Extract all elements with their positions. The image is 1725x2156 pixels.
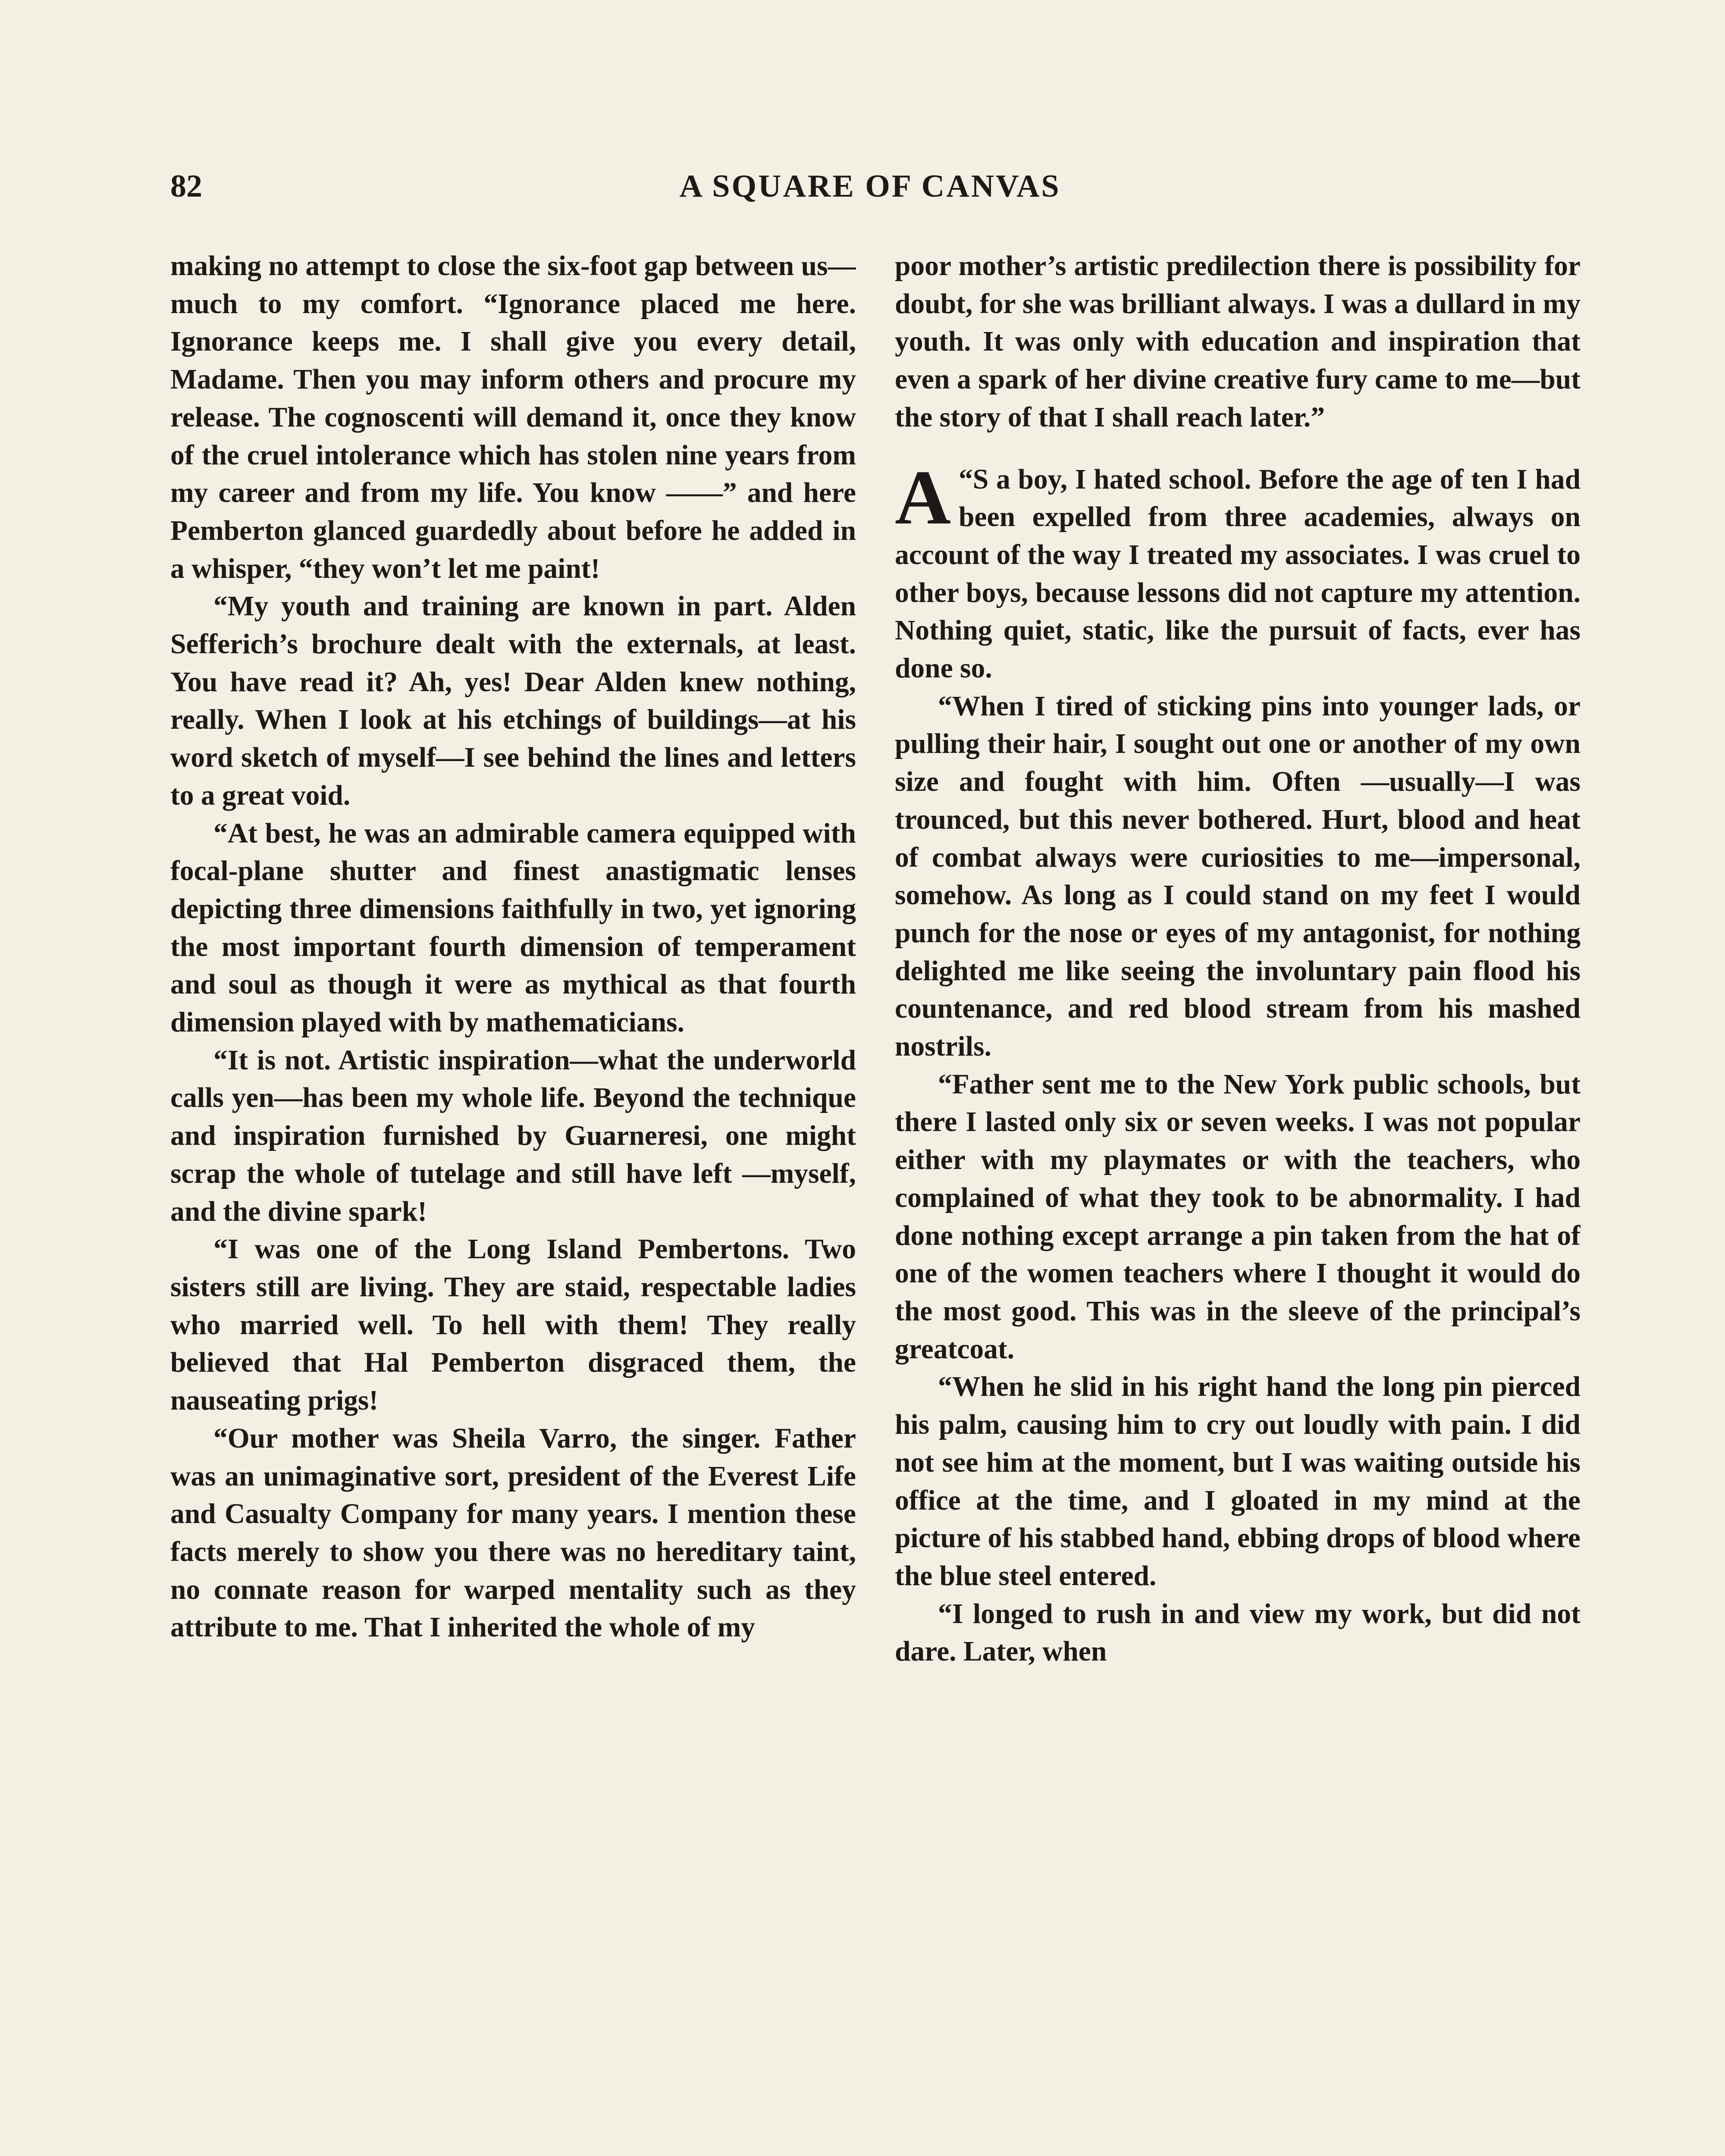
- running-header: [170, 160, 1570, 212]
- paragraph: making no attempt to close the six-foot gap between us—much to my comfort. “Ignorance placed me here. Ignorance keeps me. I shall give you every detail, Madame. Then you may inform others and procure my release. The cognoscenti will demand it, once they know of the cruel intolerance which has stolen nine years from my career and from my life. You know ——” and here Pemberton glanced guardedly about before he added in a whisper, “they won’t let me paint!: [170, 251, 856, 584]
- paragraph: “When he slid in his right hand the long pin pierced his palm, causing him to cry out loudly with pain. I did not see him at the moment, but I was waiting outside his office at the time, and I gloated in my mind at the picture of his stabbed hand, ebbing drops of blood where the blue steel entered.: [895, 1371, 1581, 1592]
- paragraph: “Our mother was Sheila Varro, the singer. Father was an unimaginative sort, president of the Everest Life and Casualty Company for many years. I mention these facts merely to show you there was no hereditary taint, no connate reason for warped mentality such as they attribute to me. That I inherited the whole of my: [170, 1423, 856, 1643]
- section-start-paragraph: [895, 454, 1581, 688]
- left-column: [170, 248, 856, 2156]
- paragraph-text: S a boy, I hated school. Before the age of ten I had been expelled from three academies, always on account of the way I treated my associates. I was cruel to other boys, because lessons did not capture my attention. Nothing quiet, static, like the pursuit of facts, ever has done so.: [895, 464, 1581, 684]
- paragraph: “My youth and training are known in part. Alden Sefferich’s brochure dealt with the externals, at least. You have read it? Ah, yes! Dear Alden knew nothing, really. When I look at his etchings of buildings—at his word sketch of myself—I see behind the lines and letters to a great void.: [170, 591, 856, 811]
- paragraph: “When I tired of sticking pins into younger lads, or pulling their hair, I sought out one or another of my own size and fought with him. Often —usually—I was trounced, but this never bothered. Hurt, blood and heat of combat always were curiosities to me—impersonal, somehow. As long as I could stand on my feet I would punch for the nose or eyes of my antagonist, for nothing delighted me like seeing the involuntary pain flood his countenance, and red blood stream from his mashed nostrils.: [895, 690, 1581, 1062]
- paragraph: “I longed to rush in and view my work, but did not dare. Later, when: [895, 1598, 1581, 1667]
- paragraph: “At best, he was an admirable camera equipped with focal-plane shutter and finest anastigmatic lenses depicting three dimensions faithfully in two, yet ignoring the most important fourth dimension of temperament and soul as though it were as mythical as that fourth dimension played with by mathematicians.: [170, 818, 856, 1038]
- running-title: A SQUARE OF CANVAS: [679, 169, 1061, 204]
- right-column: [895, 248, 1581, 2156]
- paragraph: poor mother’s artistic predilection there is possibility for doubt, for she was brilliant always. I was a dullard in my youth. It was only with education and inspiration that even a spark of her divine creative fury came to me—but the story of that I shall reach later.”: [895, 251, 1581, 433]
- drop-cap: A: [895, 454, 951, 540]
- paragraph: “Father sent me to the New York public schools, but there I lasted only six or seven weeks. I was not popular either with my playmates or with the teachers, who complained of what they took to be abnormality. I had done nothing except arrange a pin taken from the hat of one of the women teachers where I thought it would do the most good. This was in the sleeve of the principal’s greatcoat.: [895, 1069, 1581, 1365]
- page-number: 82: [170, 169, 202, 204]
- paragraph: “I was one of the Long Island Pembertons. Two sisters still are living. They are staid, respectable ladies who married well. To hell with them! They really believed that Hal Pemberton disgraced them, the nauseating prigs!: [170, 1234, 856, 1416]
- opening-quote: “: [959, 464, 973, 495]
- paragraph: “It is not. Artistic inspiration—what the underworld calls yen—has been my whole life. Beyond the technique and inspiration furnished by Guarneresi, one might scrap the whole of tutelage and still have left —myself, and the divine spark!: [170, 1044, 856, 1227]
